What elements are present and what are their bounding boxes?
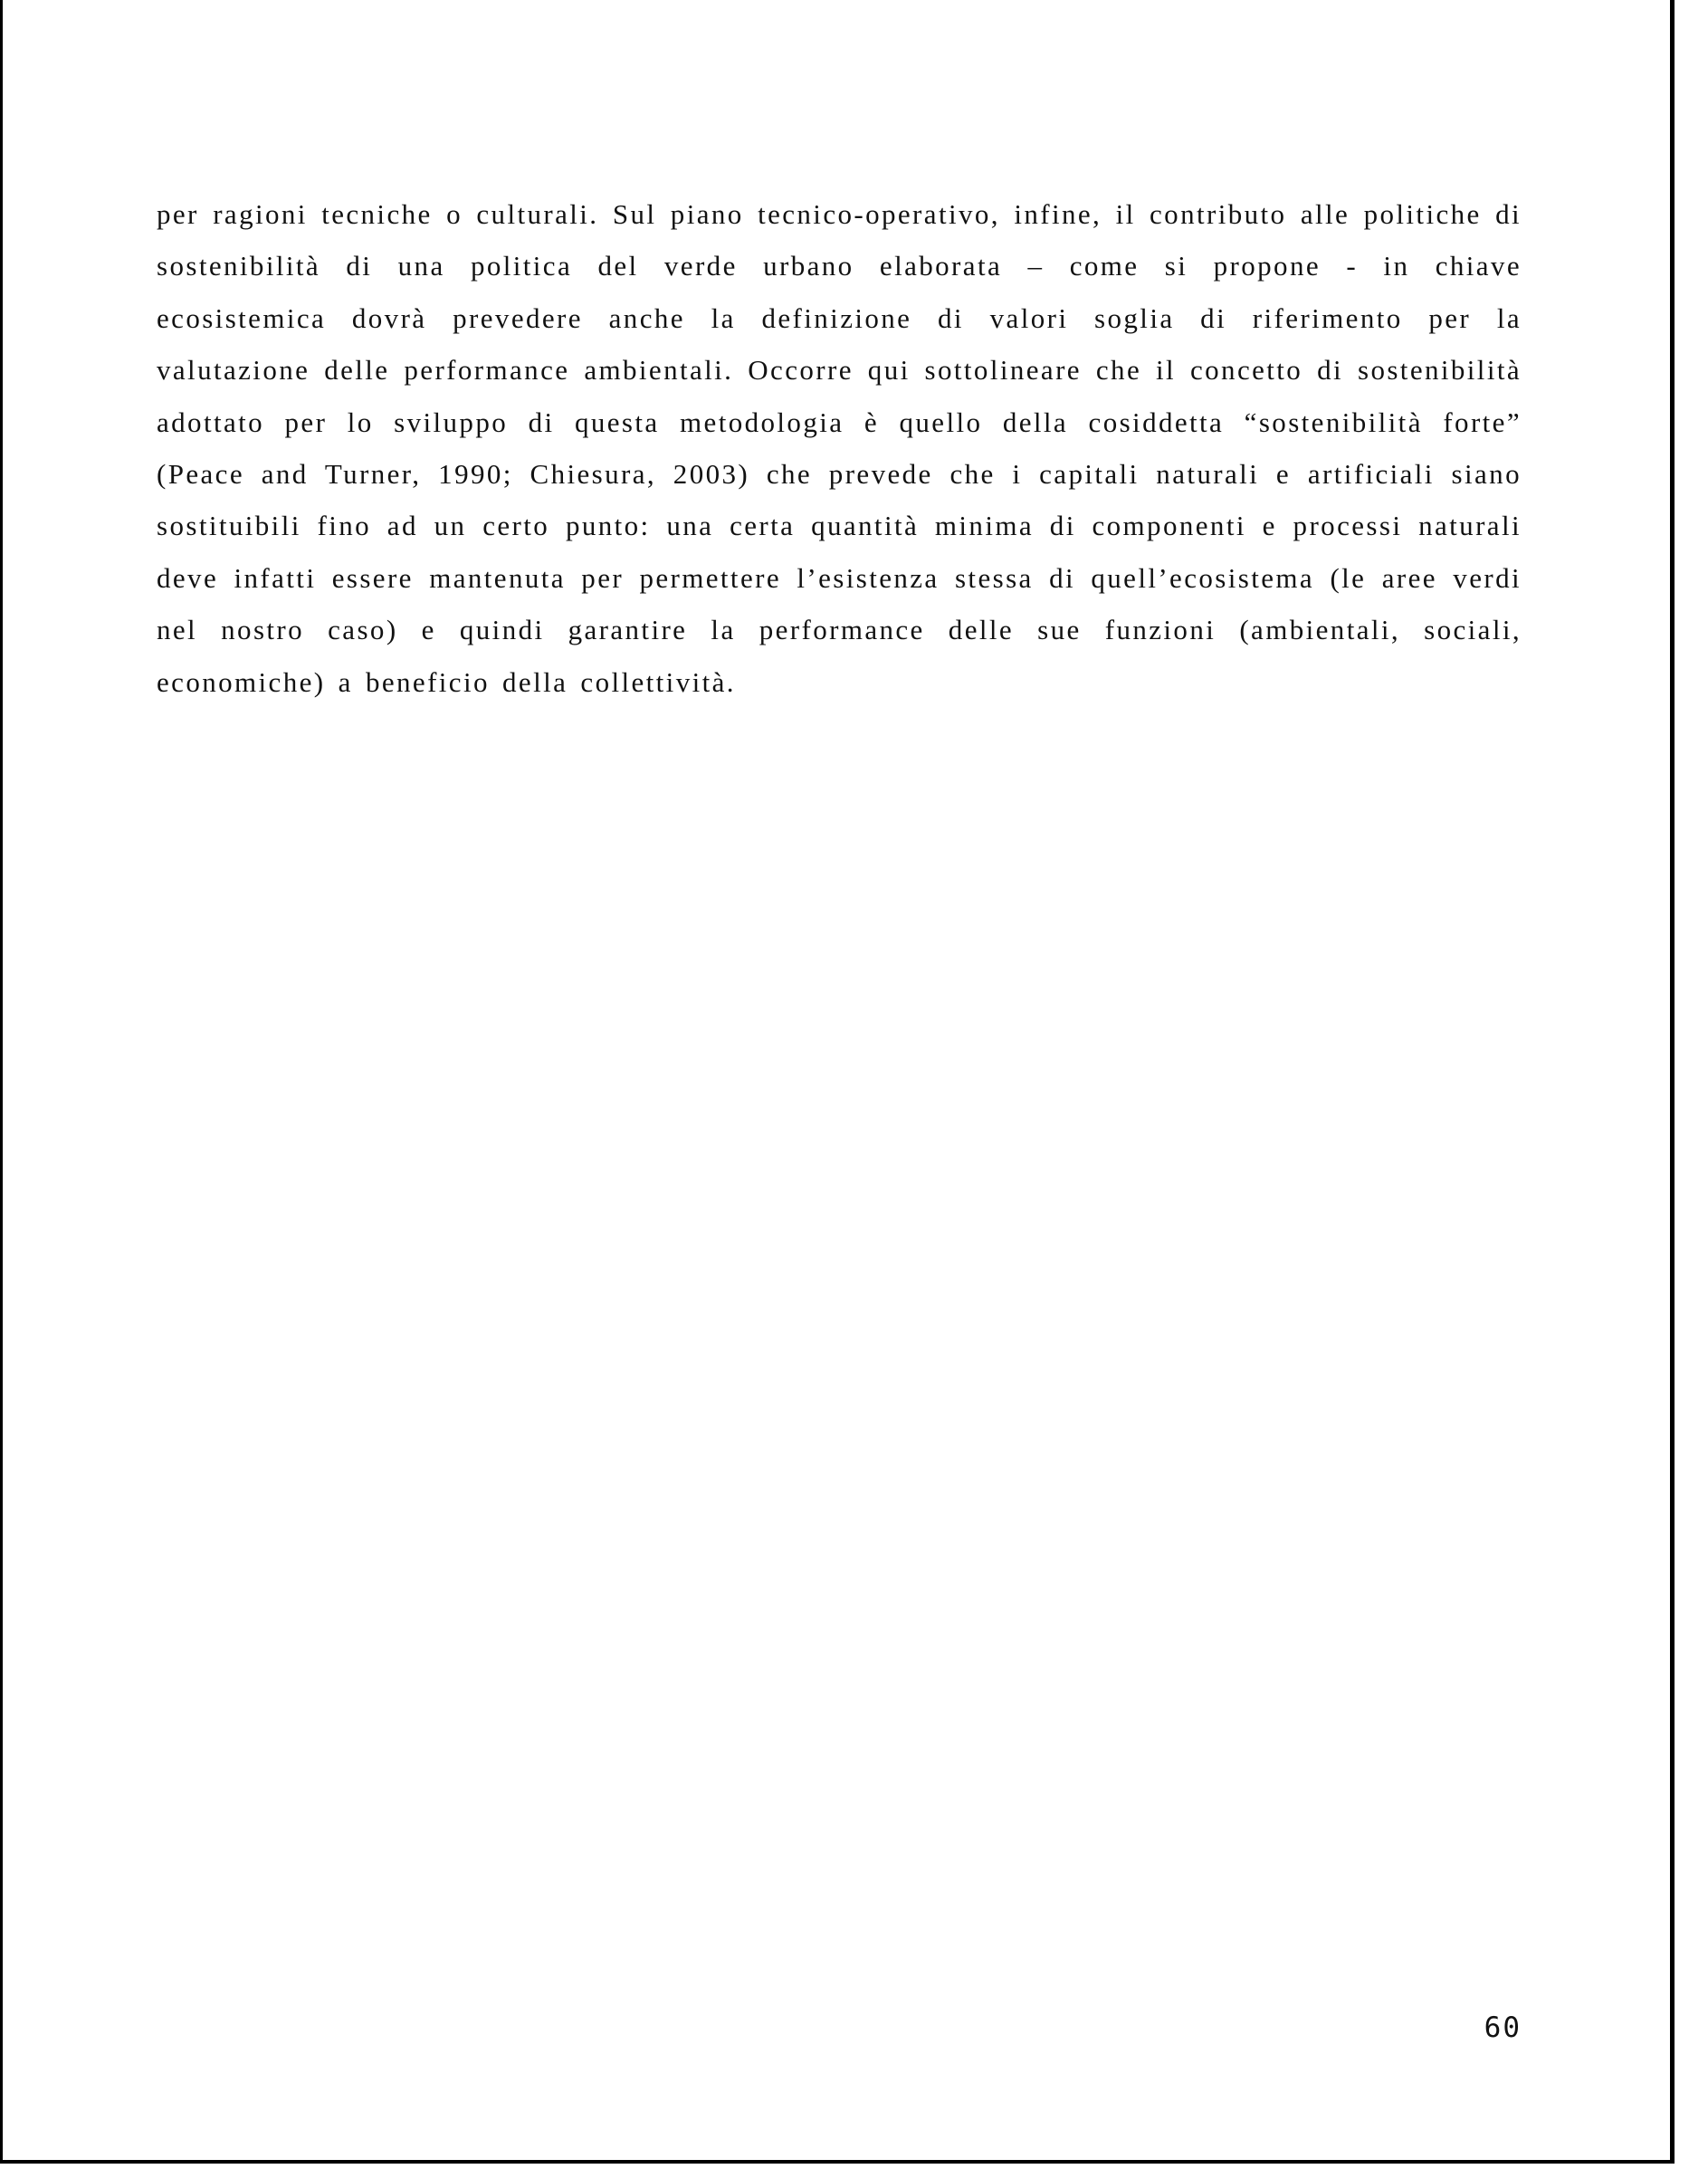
- page-number: 60: [1484, 2011, 1522, 2044]
- body-paragraph: per ragioni tecniche o culturali. Sul piano tecnico-operativo, infine, il contributo alle politiche di sostenibilità di una politica del verde urbano elaborata – come si propone - in chiave ecosistemica dovrà prevedere anche la definizione di valori soglia di riferimento per la valutazione delle performance ambientali. Occorre qui sottolineare che il concetto di sostenibilità adottato per lo sviluppo di questa metodologia è quello della cosiddetta “sostenibilità forte” (Peace and Turner, 1990; Chiesura, 2003) che prevede che i capitali naturali e artificiali siano sostituibili fino ad un certo punto: una certa quantità minima di componenti e processi naturali deve infatti essere mantenuta per permettere l’esistenza stessa di quell’ecosistema (le aree verdi nel nostro caso) e quindi garantire la performance delle sue funzioni (ambientali, sociali, economiche) a beneficio della collettività.: [157, 198, 1522, 698]
